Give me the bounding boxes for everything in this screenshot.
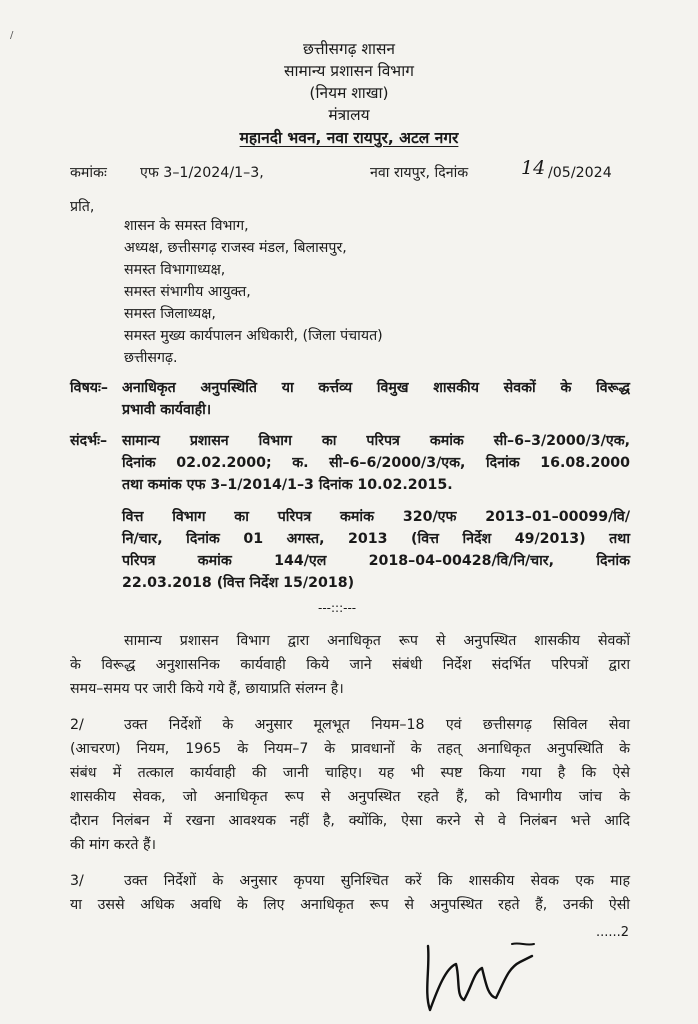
body-p1-line-3: समय–समय पर जारी किये गये हैं, छायाप्रति संलग्न है। (70, 681, 344, 697)
body-p3-line-1: उक्त निर्देशों के अनुसार कृपया सुनिश्चित करें कि शासकीय सेवक एक माह (124, 873, 630, 889)
body-p2-line-4: शासकीय सेवक, जो अनाधिकृत रूप से अनुपस्थित रहते हैं, को विभागीय जांच के (70, 789, 630, 805)
corner-mark: / (10, 30, 14, 41)
recipient-3: समस्त विभागाध्यक्ष, (124, 262, 226, 278)
ref-label: कमांकः (70, 165, 107, 181)
header-address-text: महानदी भवन, नवा रायपुर, अटल नगर (239, 129, 459, 147)
body-p3-line-2: या उससे अधिक अवधि के लिए अनाधिकृत रूप से अनुपस्थित रहते हैं, उनकी ऐसी (70, 897, 630, 913)
body-p2-line-6: की मांग करते हैं। (70, 837, 156, 853)
body-p2-line-5: दौरान निलंबन में रखना आवश्यक नहीं है, क्योंकि, ऐसा करने से वे निलंबन भत्ते आदि (70, 813, 630, 829)
subject-label: विषयः– (70, 380, 108, 396)
ref-day-handwritten: 14 (521, 157, 546, 179)
header-ministry: मंत्रालय (328, 106, 370, 124)
body-p2-line-3: संबंध में तत्काल कार्यवाही की जानी चाहिए। यह भी स्पष्ट किया गया है कि ऐसे (70, 765, 630, 781)
header-address (0, 127, 698, 149)
to-label: प्रति, (70, 199, 95, 215)
recipient-4: समस्त संभागीय आयुक्त, (124, 284, 251, 300)
para2-number: 2/ (70, 717, 84, 733)
reference-1-line-2: दिनांक 02.02.2000; क. सी–6–6/2000/3/एक, दिनांक 16.08.2000 (122, 455, 630, 471)
separator: ---:::--- (318, 601, 357, 615)
para3-number: 3/ (70, 873, 84, 889)
recipient-2: अध्यक्ष, छत्तीसगढ़ राजस्व मंडल, बिलासपुर, (124, 240, 347, 256)
continued-page-mark: ......2 (596, 925, 630, 940)
reference-2-line-4: 22.03.2018 (वित्त निर्देश 15/2018) (122, 575, 355, 591)
reference-label: संदर्भः– (70, 433, 108, 449)
body-p1-line-1: सामान्य प्रशासन विभाग द्वारा अनाधिकृत रूप से अनुपस्थित शासकीय सेवकों (124, 633, 630, 649)
header-government: छत्तीसगढ़ शासन (302, 40, 396, 58)
recipient-7: छत्तीसगढ़. (124, 350, 178, 366)
body-p2-line-2: (आचरण) नियम, 1965 के नियम–7 के प्रावधानों के तहत् अनाधिकृत अनुपस्थिति के (70, 741, 630, 757)
reference-2-line-1: वित्त विभाग का परिपत्र कमांक 320/एफ 2013–01–00099/वि/ (122, 509, 630, 525)
body-p1-line-2: के विरूद्ध अनुशासनिक कार्यवाही किये जाने संबंधी निर्देश संदर्भित परिपत्रों द्वारा (70, 657, 630, 673)
body-p2-line-1: उक्त निर्देशों के अनुसार मूलभूत नियम–18 एवं छत्तीसगढ़ सिविल सेवा (124, 717, 630, 733)
header-department: सामान्य प्रशासन विभाग (284, 62, 414, 80)
subject-line-2: प्रभावी कार्यवाही। (122, 402, 212, 418)
reference-2-line-2: नि/चार, दिनांक 01 अगस्त, 2013 (वित्त निर्देश 49/2013) तथा (122, 531, 630, 547)
header-section: (नियम शाखा) (309, 84, 389, 102)
reference-2-line-3: परिपत्र कमांक 144/एल 2018–04–00428/वि/नि/चार, दिनांक (122, 553, 630, 569)
reference-1-line-3: तथा कमांक एफ 3–1/2014/1–3 दिनांक 10.02.2015. (122, 477, 453, 493)
ref-number: एफ 3–1/2024/1–3, (140, 165, 264, 181)
recipient-5: समस्त जिलाध्यक्ष, (124, 306, 216, 322)
ref-month-year: /05/2024 (548, 165, 612, 181)
signature-icon (416, 938, 546, 1018)
subject-line-1: अनाधिकृत अनुपस्थिति या कर्त्तव्य विमुख शासकीय सेवकों के विरूद्ध (122, 380, 630, 396)
reference-1-line-1: सामान्य प्रशासन विभाग का परिपत्र कमांक सी–6–3/2000/3/एक, (122, 433, 630, 449)
recipient-6: समस्त मुख्य कार्यपालन अधिकारी, (जिला पंचायत) (124, 328, 383, 344)
recipient-1: शासन के समस्त विभाग, (124, 218, 249, 234)
ref-date-prefix: नवा रायपुर, दिनांक (370, 165, 469, 181)
